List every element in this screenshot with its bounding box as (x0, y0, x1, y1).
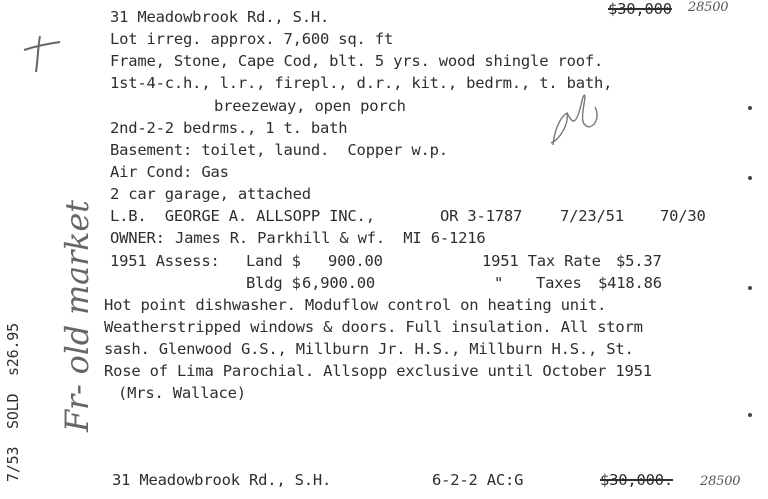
handwritten-t-mark-icon (14, 28, 74, 78)
footer-address: 31 Meadowbrook Rd., S.H. (112, 471, 332, 489)
remarks-line-2: Weatherstripped windows & doors. Full insulation. All storm (104, 318, 643, 336)
address: 31 Meadowbrook Rd., S.H. (110, 8, 330, 26)
footer-summary: 6-2-2 AC:G (432, 471, 524, 489)
taxes: $418.86 (598, 274, 662, 292)
owner-label: OWNER: (110, 229, 165, 247)
handwritten-initials-icon (545, 85, 605, 155)
lot-size: Lot irreg. approx. 7,600 sq. ft (110, 30, 394, 48)
owner: James R. Parkhill & wf. MI 6-1216 (175, 229, 486, 247)
tax-rate-label: 1951 Tax Rate (482, 252, 601, 270)
first-floor-cont: breezeway, open porch (214, 97, 406, 115)
bldg-value: 6,900.00 (302, 274, 376, 292)
listing-date: 7/23/51 (560, 207, 624, 225)
listing-broker: L.B. GEORGE A. ALLSOPP INC., (110, 207, 375, 225)
taxes-label: Taxes (536, 274, 582, 292)
remarks-line-4: Rose of Lima Parochial. Allsopp exclusive until October 1951 (104, 362, 652, 380)
footer-price-revised: 28500 (700, 474, 741, 489)
sold-stamp: 7/53 SOLD s26.95 (4, 323, 22, 482)
construction: Frame, Stone, Cape Cod, blt. 5 yrs. wood shingle roof. (110, 52, 604, 70)
remarks-line-3: sash. Glenwood G.S., Millburn Jr. H.S., Millburn H.S., St. (104, 340, 634, 358)
land-label: Land $ (246, 252, 301, 270)
bldg-label: Bldg $ (246, 274, 301, 292)
price-revised: 28500 (688, 0, 729, 15)
price-original: $30,000 (608, 0, 672, 18)
tax-rate: $5.37 (616, 252, 662, 270)
handwritten-side-note: Fr- old market (58, 200, 96, 432)
garage: 2 car garage, attached (110, 185, 311, 203)
basement: Basement: toilet, laund. Copper w.p. (110, 141, 448, 159)
ditto-mark: " (494, 274, 504, 292)
land-value: 900.00 (328, 252, 383, 270)
remarks-line-1: Hot point dishwasher. Moduflow control on heating unit. (104, 296, 607, 314)
first-floor: 1st-4-c.h., l.r., firepl., d.r., kit., bedrm., t. bath, (110, 74, 613, 92)
remarks-line-5: (Mrs. Wallace) (118, 384, 246, 402)
air-conditioning: Air Cond: Gas (110, 163, 229, 181)
assess-label: 1951 Assess: (110, 252, 220, 270)
second-floor: 2nd-2-2 bedrms., 1 t. bath (110, 119, 348, 137)
margin-dots-icon (740, 100, 760, 430)
footer-price-original: $30,000. (600, 471, 674, 489)
broker-phone: OR 3-1787 (440, 207, 523, 225)
commission-ratio: 70/30 (660, 207, 706, 225)
